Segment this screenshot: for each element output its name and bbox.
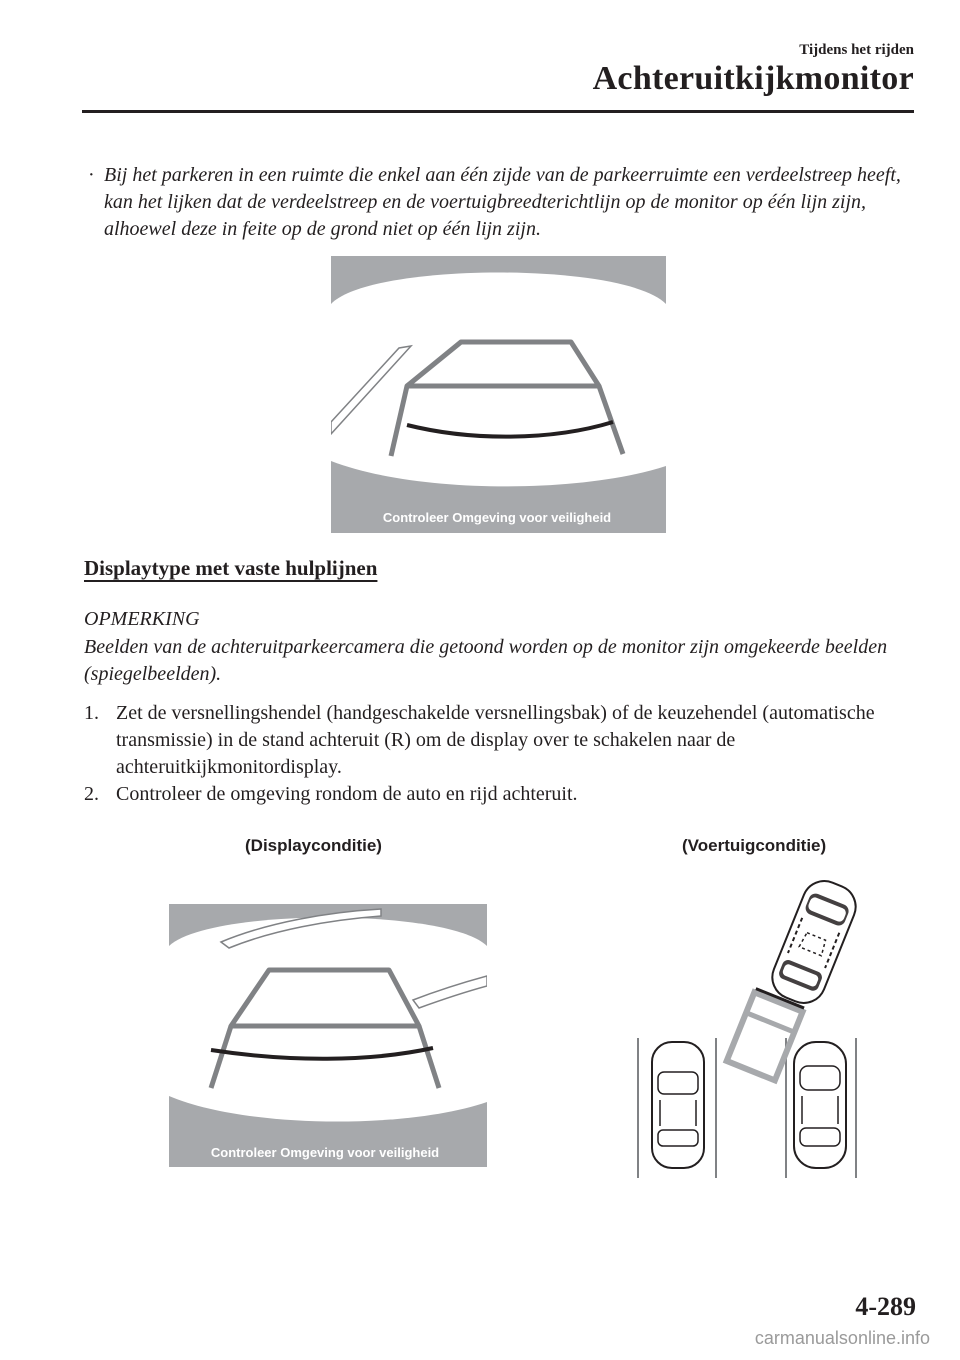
note-label: OPMERKING	[84, 608, 200, 630]
bullet-note	[88, 162, 918, 243]
step-item	[84, 781, 934, 808]
section-subheading: Displaytype met vaste hulplijnen	[84, 556, 378, 580]
bullet-dot-icon: ·	[88, 164, 95, 186]
parked-car-left	[652, 1042, 704, 1168]
page-title: Achteruitkijkmonitor	[592, 60, 914, 97]
parked-car-right	[794, 1042, 846, 1168]
watermark-text: carmanualsonline.info	[754, 1328, 930, 1348]
monitor-figure-display-condition	[169, 904, 487, 1167]
reversing-car	[766, 878, 863, 1010]
note-body: Beelden van de achteruitparkeercamera die getoond worden op de monitor zijn omgekeerde beelden (spiegelbeelden).	[84, 636, 888, 685]
step-text: Zet de versnellingshendel (handgeschakelde versnellingsbak) of de keuzehendel (automatische transmissie) in de stand achteruit (R) om de display over te schakelen naar de achteruitkijkmonitordisplay.	[116, 702, 875, 778]
section-name: Tijdens het rijden	[799, 42, 914, 58]
step-number: 2.	[84, 783, 99, 805]
ground-guide-projection	[727, 989, 804, 1081]
procedure-steps	[84, 700, 934, 808]
camera-view-area	[169, 918, 487, 1122]
monitor-warning-text: Controleer Omgeving voor veiligheid	[210, 1145, 440, 1160]
monitor-warning-text: Controleer Omgeving voor veiligheid	[382, 510, 612, 525]
monitor-figure-divider	[331, 256, 666, 533]
step-number: 1.	[84, 702, 99, 724]
display-condition-label: (Displayconditie)	[245, 836, 382, 855]
vehicle-parking-figure	[630, 878, 870, 1178]
step-text: Controleer de omgeving rondom de auto en rijd achteruit.	[116, 783, 578, 805]
header-divider	[82, 110, 914, 113]
page-number: 4-289	[855, 1292, 916, 1321]
bullet-note-text: Bij het parkeren in een ruimte die enkel aan één zijde van de parkeerruimte een verdeelstreep heeft, kan het lijken dat de verdeelstreep en de voertuigbreedterichtlijn op de monitor op één lijn zijn, alhoewel deze in feite op de grond niet op één lijn zijn.	[104, 164, 901, 240]
step-item	[84, 700, 934, 781]
vehicle-condition-label: (Voertuigconditie)	[682, 836, 827, 855]
